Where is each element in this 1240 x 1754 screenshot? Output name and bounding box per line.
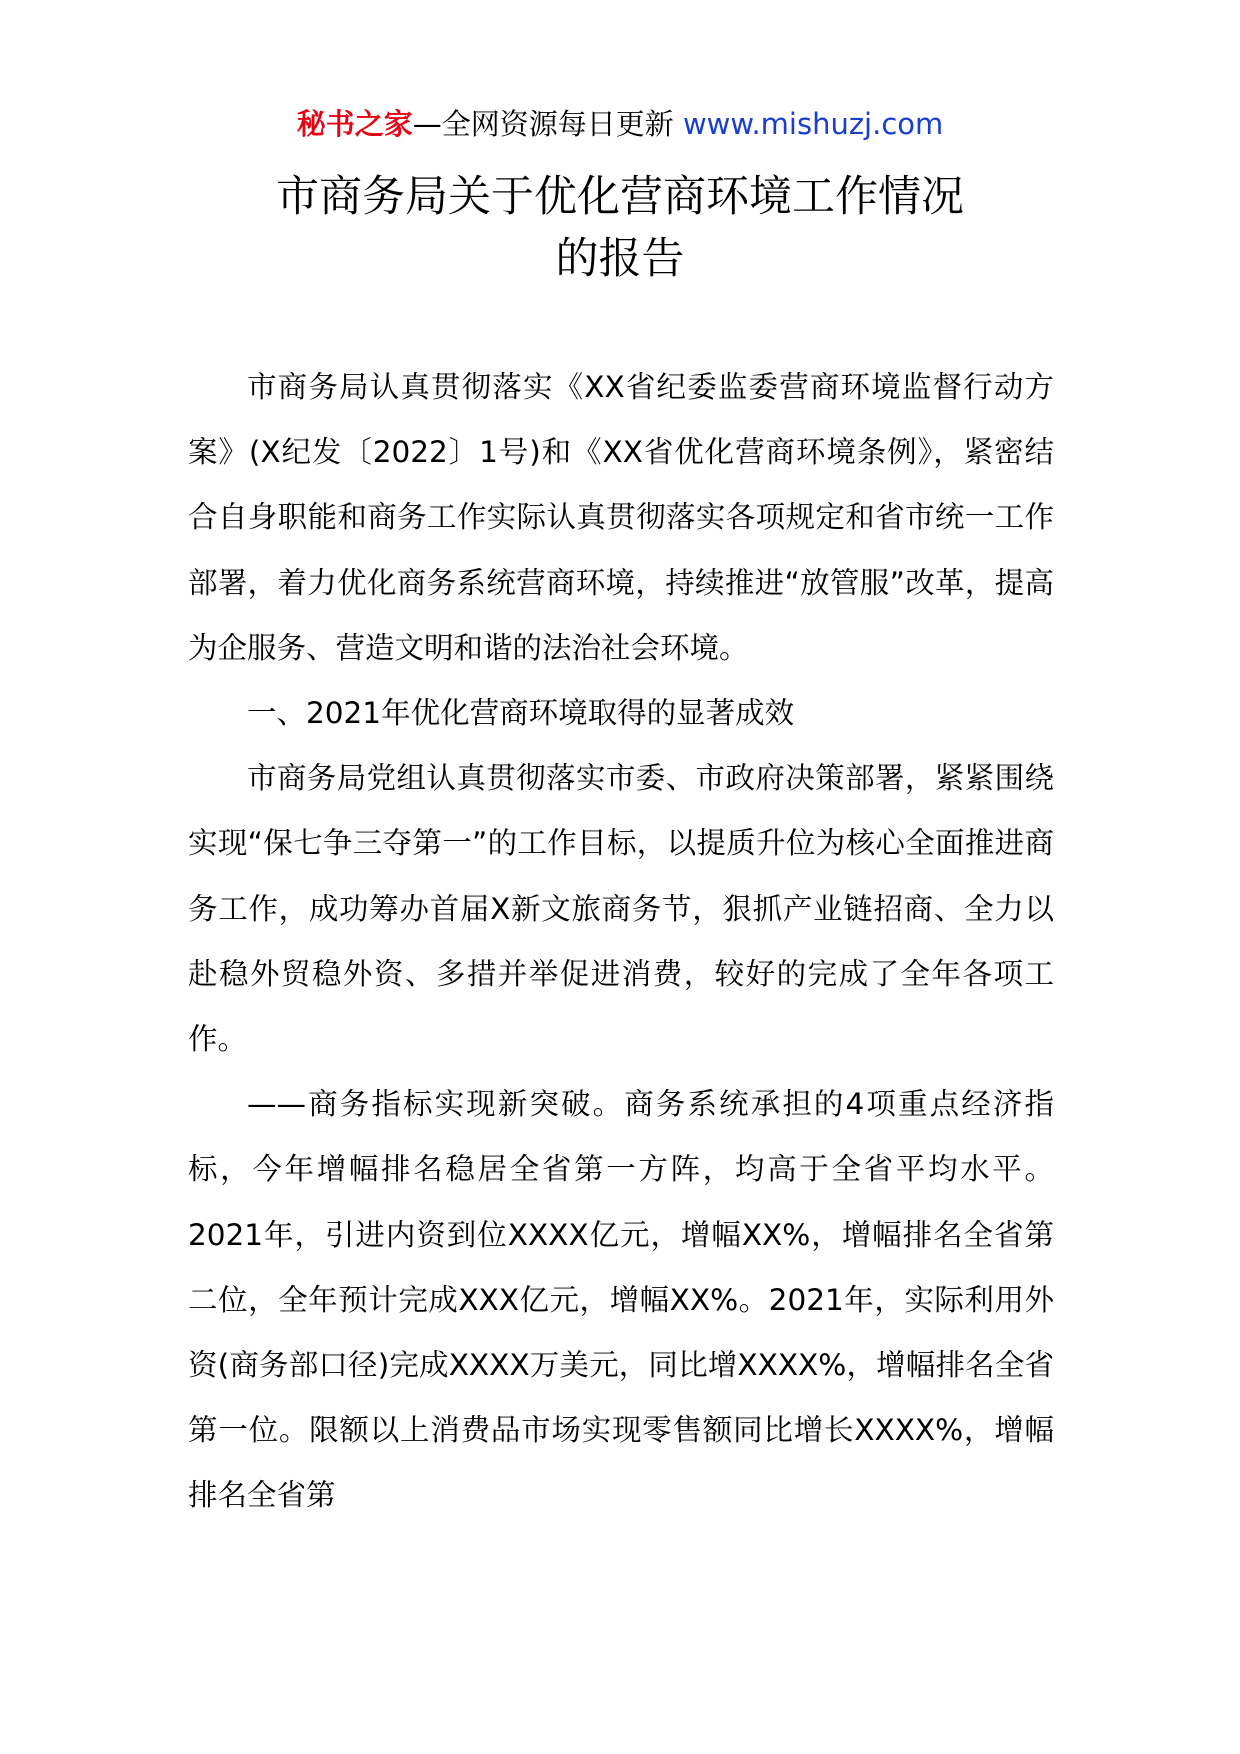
header-tagline: —全网资源每日更新 [412, 107, 683, 141]
title-line-2: 的报告 [555, 234, 685, 284]
section-heading: 一、2021年优化营商环境取得的显著成效 [247, 696, 795, 731]
brand-name: 秘书之家 [296, 107, 413, 141]
site-header [0, 104, 1240, 144]
indicator-paragraph: ——商务指标实现新突破。商务系统承担的4项重点经济指标，今年增幅排名稳居全省第一方阵，均高于全省平均水平。2021年，引进内资到位XXXX亿元，增幅XX%，增幅排名全省第二位，全年预计完成XXX亿元，增幅XX%。2021年，实际利用外资(商务部口径)完成XXXX万美元，同比增XXXX%，增幅排名全省第一位。限额以上消费品市场实现零售额同比增长XXXX%，增幅排名全省第 [188, 1087, 1054, 1513]
site-url-link[interactable]: www.mishuzj.com [682, 107, 944, 141]
title-line-1: 市商务局关于优化营商环境工作情况 [276, 172, 964, 222]
achievement-paragraph: 市商务局党组认真贯彻落实市委、市政府决策部署，紧紧围绕实现“保七争三夺第一”的工作目标，以提质升位为核心全面推进商务工作，成功筹办首届X新文旅商务节，狠抓产业链招商、全力以赴稳外贸稳外资、多措并举促进消费，较好的完成了全年各项工作。 [188, 761, 1054, 1057]
document-title [0, 166, 1240, 290]
intro-paragraph: 市商务局认真贯彻落实《XX省纪委监委营商环境监督行动方案》(X纪发〔2022〕1号)和《XX省优化营商环境条例》，紧密结合自身职能和商务工作实际认真贯彻落实各项规定和省市统一工作部署，着力优化商务系统营商环境，持续推进“放管服”改革，提高为企服务、营造文明和谐的法治社会环境。 [188, 370, 1054, 665]
document-body [188, 355, 1054, 1529]
